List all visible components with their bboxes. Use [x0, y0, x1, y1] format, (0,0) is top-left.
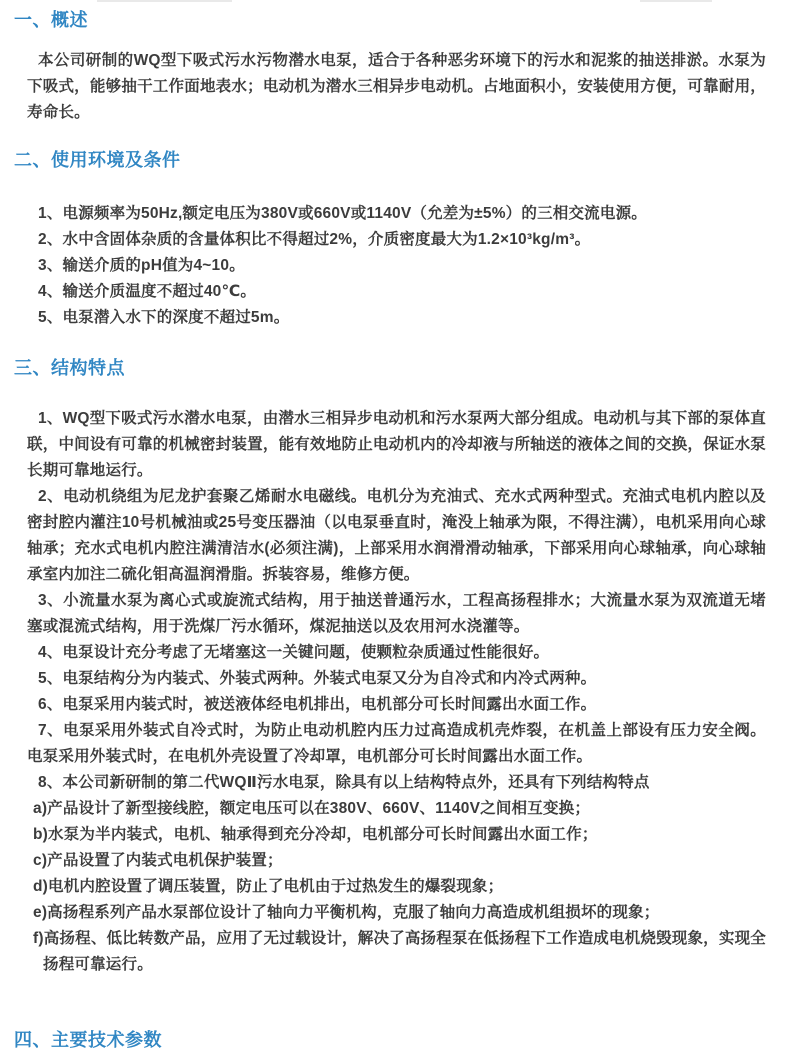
structure-item-4: 4、电泵设计充分考虑了无堵塞这一关键问题，使颗粒杂质通过性能很好。: [38, 644, 550, 661]
environment-item-1: 1、电源频率为50Hz,额定电压为380V或660V或1140V（允差为±5%）的三相交流电源。: [38, 205, 647, 222]
structure-subitem-a: a)产品设计了新型接线腔，额定电压可以在380V、660V、1140V之间相互变换；: [33, 800, 591, 817]
page-top-divider-left: [97, 0, 232, 2]
section-overview: [14, 10, 766, 126]
structure-subitem-e: e)高扬程系列产品水泵部位设计了轴向力平衡机构，克服了轴向力高造成机组损坏的现象；: [33, 904, 660, 921]
section-parameters: [14, 1030, 766, 1050]
section-heading-parameters: 四、主要技术参数: [14, 1030, 162, 1050]
structure-item-3: 3、小流量水泵为离心式或旋流式结构，用于抽送普通污水，工程高扬程排水；大流量水泵为双流道无堵塞或混流式结构，用于洗煤厂污水循环，煤泥抽送以及农用河水浇灌等。: [27, 592, 766, 635]
environment-item-2: 2、水中含固体杂质的含量体积比不得超过2%，介质密度最大为1.2×10³kg/m³。: [38, 231, 591, 248]
section-environment: [14, 150, 766, 331]
section-heading-overview: 一、概述: [14, 10, 88, 30]
structure-item-6: 6、电泵采用内装式时，被送液体经电机排出，电机部分可长时间露出水面工作。: [38, 696, 597, 713]
section-body-environment: [27, 201, 766, 331]
structure-item-5: 5、电泵结构分为内装式、外装式两种。外装式电泵又分为自冷式和内冷式两种。: [38, 670, 597, 687]
structure-subitem-d: d)电机内腔设置了调压装置，防止了电机由于过热发生的爆裂现象；: [33, 878, 504, 895]
structure-subitem-f: f)高扬程、低比转数产品，应用了无过载设计，解决了高扬程泵在低扬程下工作造成电机烧毁现象，实现全扬程可靠运行。: [33, 930, 766, 973]
structure-item-7: 7、电泵采用外装式自冷式时，为防止电动机腔内压力过高造成机壳炸裂，在机盖上部设有压力安全阀。电泵采用外装式时，在电机外壳设置了冷却罩，电机部分可长时间露出水面工作。: [27, 722, 766, 765]
section-heading-structure: 三、结构特点: [14, 358, 125, 378]
structure-item-8: 8、本公司新研制的第二代WQⅡ污水电泵，除具有以上结构特点外，还具有下列结构特点: [38, 774, 650, 791]
environment-item-5: 5、电泵潜入水下的深度不超过5m。: [38, 309, 290, 326]
section-body-overview: [27, 48, 766, 126]
section-structure: [14, 358, 766, 978]
environment-item-3: 3、输送介质的pH值为4~10。: [38, 257, 245, 274]
environment-item-4: 4、输送介质温度不超过40℃。: [38, 283, 257, 300]
section-heading-environment: 二、使用环境及条件: [14, 150, 181, 170]
structure-subitem-b: b)水泵为半内装式，电机、轴承得到充分冷却，电机部分可长时间露出水面工作；: [33, 826, 598, 843]
overview-paragraph: 本公司研制的WQ型下吸式污水污物潜水电泵，适合于各种恶劣环境下的污水和泥浆的抽送排淤。水泵为下吸式，能够抽干工作面地表水；电动机为潜水三相异步电动机。占地面积小，安装使用方便，可靠耐用，寿命长。: [27, 52, 766, 121]
structure-subitem-c: c)产品设置了内装式电机保护装置；: [33, 852, 283, 869]
structure-item-2: 2、电动机绕组为尼龙护套聚乙烯耐水电磁线。电机分为充油式、充水式两种型式。充油式电机内腔以及密封腔内灌注10号机械油或25号变压器油（以电泵垂直时，淹没上轴承为限，不得注满），电机采用向心球轴承；充水式电机内腔注满清洁水(必须注满)，上部采用水润滑滑动轴承，下部采用向心球轴承，向心球轴承室内加注二硫化钼高温润滑脂。拆装容易，维修方便。: [27, 488, 766, 583]
page-top-divider-right: [640, 0, 712, 2]
section-body-structure: [27, 406, 766, 978]
structure-item-1: 1、WQ型下吸式污水潜水电泵，由潜水三相异步电动机和污水泵两大部分组成。电动机与其下部的泵体直联，中间设有可靠的机械密封装置，能有效地防止电动机内的冷却液与所轴送的液体之间的交换，保证水泵长期可靠地运行。: [27, 410, 766, 479]
